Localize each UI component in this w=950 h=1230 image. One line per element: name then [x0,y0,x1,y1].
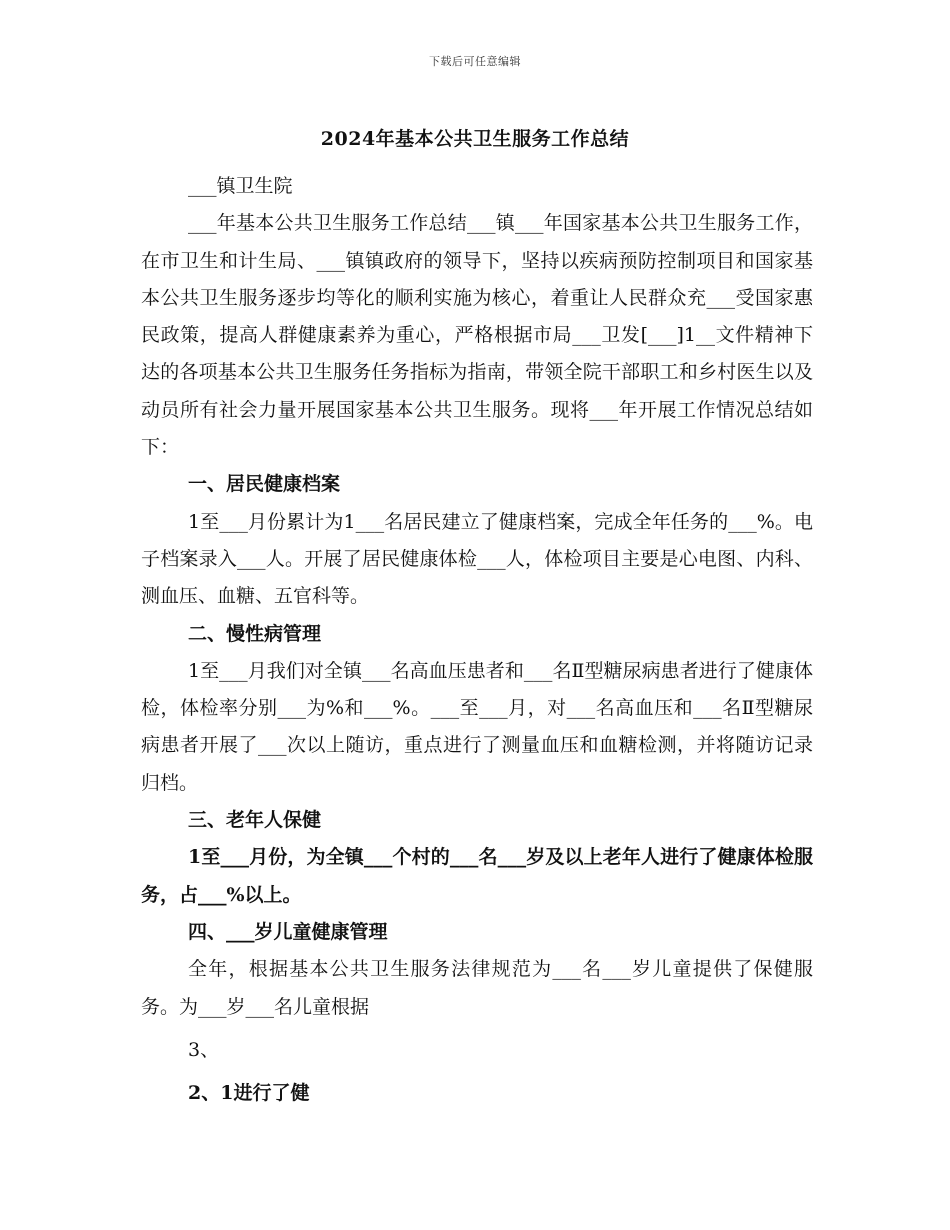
fragment-line-2: 2、1进行了健 [188,1082,310,1105]
section-heading-chronic-disease: 二、慢性病管理 [188,622,322,645]
section-text-chronic-disease: 1至___月我们对全镇___名高血压患者和___名Ⅱ型糖尿病患者进行了健康体检，体检率分别___为%和___%。___至___月，对___名高血压和___名Ⅱ型糖尿病患者开展了___次以上随访，重点进行了测量血压和血糖检测，并将随访记录归档。 [141,659,813,794]
section-heading-elderly-care: 三、老年人保健 [188,809,322,832]
fragment-line-1: 3、 [188,1038,220,1061]
section-text-health-records: 1至___月份累计为1___名居民建立了健康档案，完成全年任务的___%。电子档案录入___人。开展了居民健康体检___人，体检项目主要是心电图、内科、测血压、血糖、五官科等。 [141,510,813,608]
header-note: 下载后可任意编辑 [429,55,521,68]
document-body [141,168,813,1112]
intro-paragraph: ___年基本公共卫生服务工作总结___镇___年国家基本公共卫生服务工作，在市卫生和计生局、___镇镇政府的领导下，坚持以疾病预防控制项目和国家基本公共卫生服务逐步均等化的顺利实施为核心，着重让人民群众充___受国家惠民政策，提高人群健康素养为重心，严格根据市局___卫发[___]1__文件精神下达的各项基本公共卫生服务任务指标为指南，带领全院干部职工和乡村医生以及动员所有社会力量开展国家基本公共卫生服务。现将___年开展工作情况总结如下： [141,212,813,459]
section-text-elderly-care: 1至___月份，为全镇___个村的___名___岁及以上老年人进行了健康体检服务，占___%以上。 [141,846,813,906]
section-heading-health-records: 一、居民健康档案 [188,473,341,496]
section-heading-child-health: 四、___岁儿童健康管理 [188,920,388,943]
section-text-child-health: 全年，根据基本公共卫生服务法律规范为___名___岁儿童提供了保健服务。为___岁___名儿童根据 [141,958,813,1018]
organization-line: ___镇卫生院 [188,175,293,197]
document-title: 2024年基本公共卫生服务工作总结 [320,128,630,150]
